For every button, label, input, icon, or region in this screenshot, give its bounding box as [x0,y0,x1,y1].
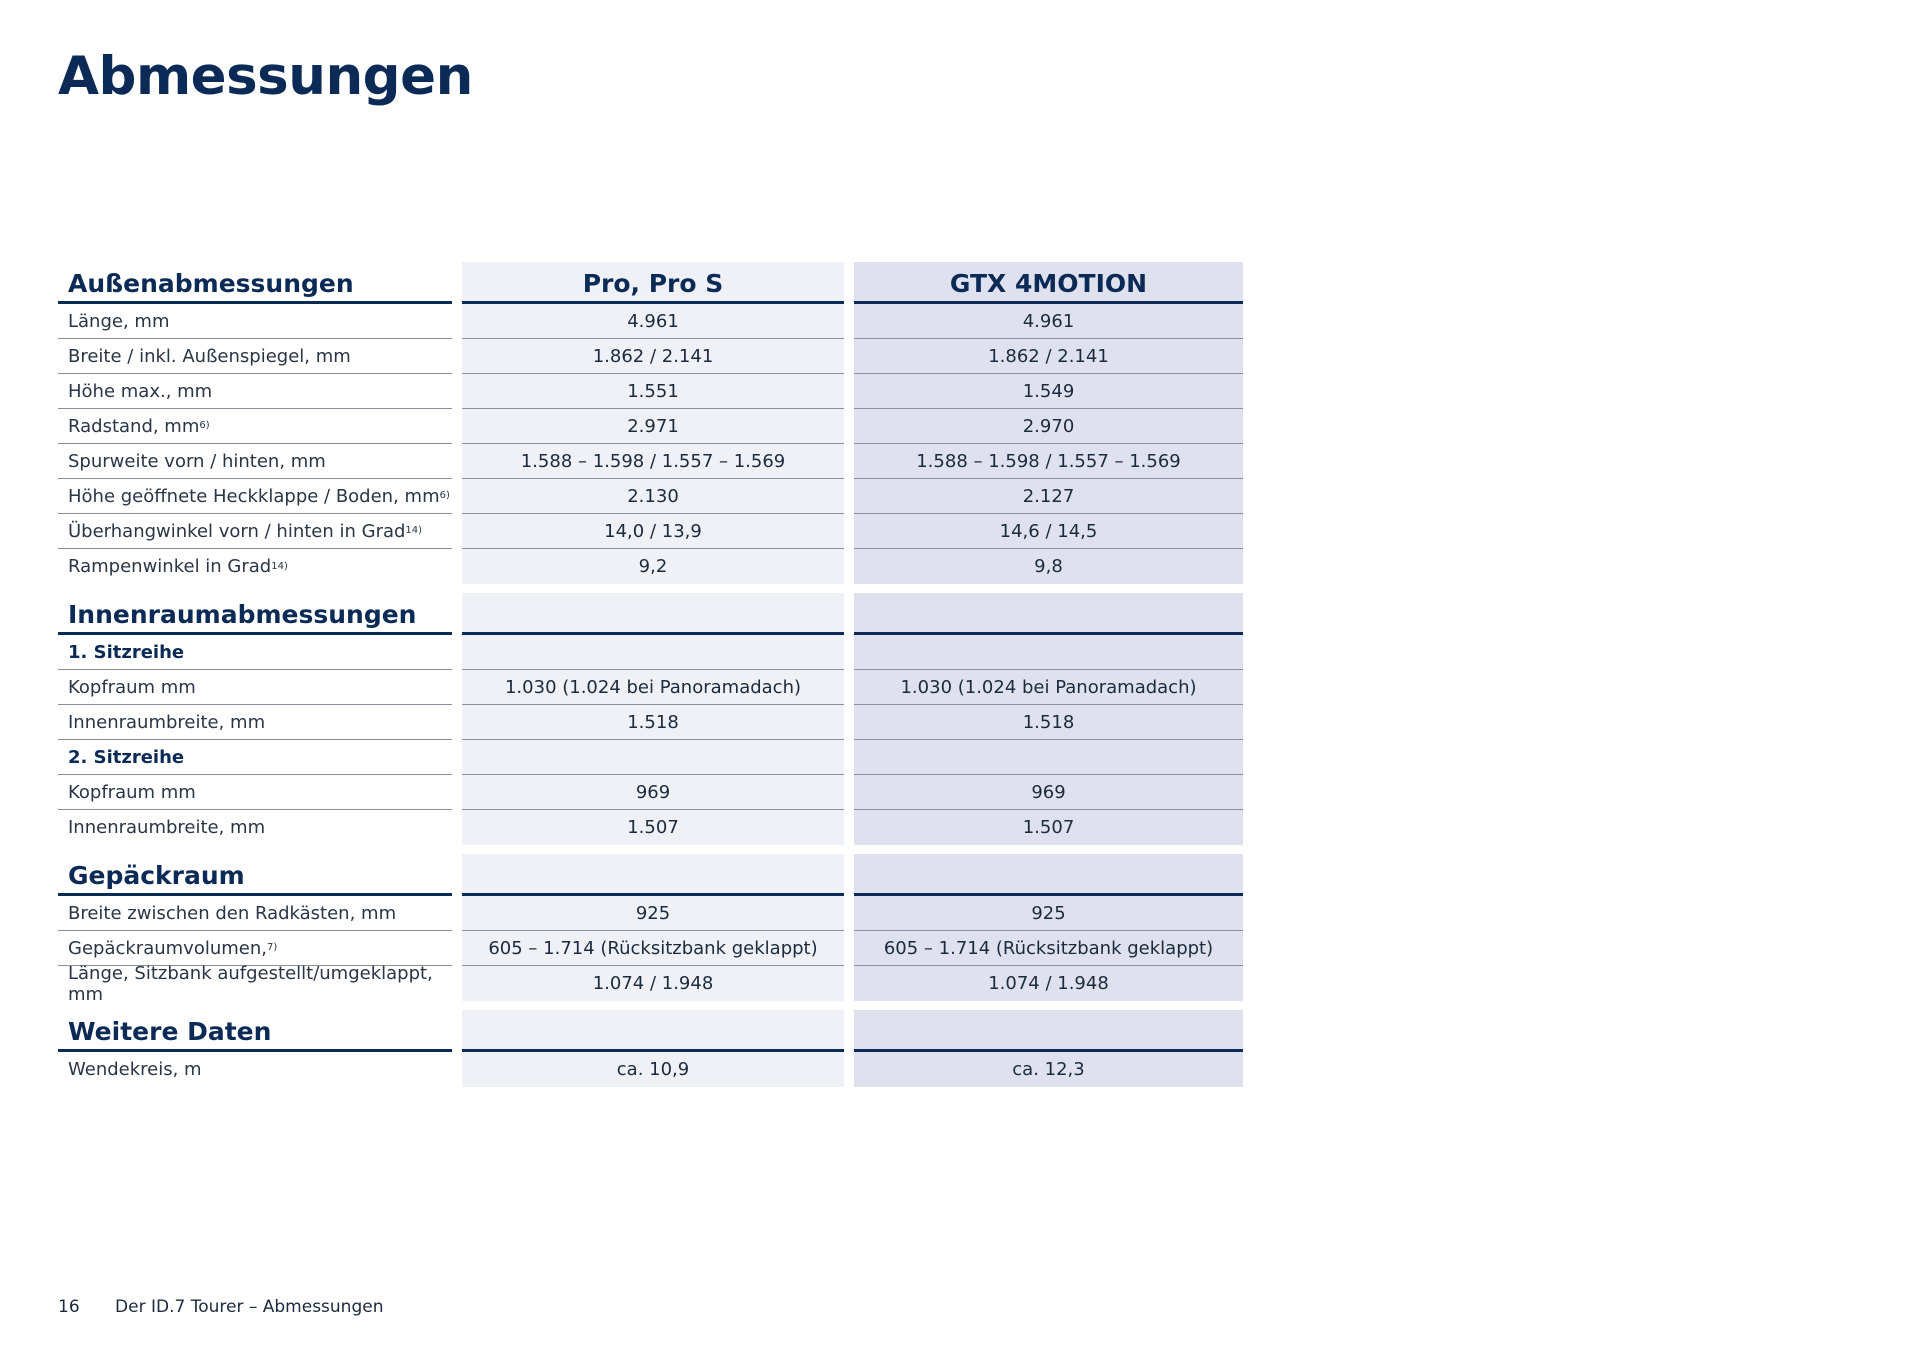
table-row [58,896,1243,931]
value-gtx: 1.507 [854,810,1243,845]
row-label-cell [58,444,452,479]
value-gtx: 2.127 [854,479,1243,514]
page-number: 16 [58,1297,80,1317]
section-title: Gepäckraum [58,854,452,896]
dimensions-table [58,262,1243,1087]
row-label-cell [58,705,452,740]
table-row [58,374,1243,409]
row-label: Kopfraum mm [68,781,196,803]
table-row [58,339,1243,374]
table-row [58,304,1243,339]
column-header-pro [462,854,844,896]
row-label: 2. Sitzreihe [68,746,185,768]
row-label: Höhe max., mm [68,380,213,402]
value-pro: 1.518 [462,705,844,740]
row-label-cell [58,896,452,931]
row-label-cell [58,339,452,374]
value-pro: 969 [462,775,844,810]
row-label: Innenraumbreite, mm [68,817,266,838]
value-gtx [854,635,1243,670]
section-title: Weitere Daten [58,1010,452,1052]
value-gtx: 1.862 / 2.141 [854,339,1243,374]
value-gtx: 1.518 [854,705,1243,740]
row-label: Kopfraum mm [68,676,196,698]
table-row [58,479,1243,514]
row-label: Länge, mm [68,310,170,332]
column-header-gtx: GTX 4MOTION [854,262,1243,304]
value-gtx: ca. 12,3 [854,1052,1243,1087]
value-pro [462,740,844,775]
row-label-cell: Gepäckraumvolumen, 7) [58,931,452,966]
row-label-cell: Rampenwinkel in Grad 14) [68,556,288,577]
row-label: Wendekreis, m [68,1059,202,1080]
table-row [58,705,1243,740]
section-gap [58,584,1243,593]
section-header-row [58,1010,1243,1052]
row-label: Höhe geöffnete Heckklappe / Boden, mm [68,485,440,507]
row-label-cell [58,635,452,670]
value-gtx [854,740,1243,775]
page-footer [58,1297,384,1317]
value-pro: 1.862 / 2.141 [462,339,844,374]
value-pro: 605 – 1.714 (Rücksitzbank geklappt) [462,931,844,966]
column-header-gtx [854,593,1243,635]
table-row [58,549,1243,584]
row-label: Innenraumbreite, mm [68,711,266,733]
row-label-cell [58,740,452,775]
value-pro: 1.588 – 1.598 / 1.557 – 1.569 [462,444,844,479]
value-pro: 4.961 [462,304,844,339]
value-pro: 1.551 [462,374,844,409]
row-label-cell [58,962,452,1005]
value-gtx: 1.588 – 1.598 / 1.557 – 1.569 [854,444,1243,479]
value-pro: ca. 10,9 [462,1052,844,1087]
row-label: Breite / inkl. Außenspiegel, mm [68,345,351,367]
value-pro [462,635,844,670]
row-label-cell: Überhangwinkel vorn / hinten in Grad 14) [58,514,452,549]
row-label: Gepäckraumvolumen, [68,937,267,959]
value-pro: 1.074 / 1.948 [462,966,844,1001]
value-gtx: 1.030 (1.024 bei Panoramadach) [854,670,1243,705]
table-row [58,931,1243,966]
table-row [58,775,1243,810]
section-gap [58,845,1243,854]
row-label-cell [58,810,452,845]
row-label-cell [58,374,452,409]
value-pro: 9,2 [462,549,844,584]
table-row [58,810,1243,845]
row-label-cell [58,775,452,810]
value-pro: 925 [462,896,844,931]
row-label-cell [58,1052,452,1087]
row-label: 1. Sitzreihe [68,641,185,663]
value-gtx: 1.074 / 1.948 [854,966,1243,1001]
page-title: Abmessungen [58,46,473,107]
footer-text: Der ID.7 Tourer – Abmessungen [115,1297,384,1317]
value-gtx: 2.970 [854,409,1243,444]
row-label-cell: Höhe geöffnete Heckklappe / Boden, mm 6) [58,479,452,514]
section-header-row [58,854,1243,896]
row-label: Spurweite vorn / hinten, mm [68,450,326,472]
value-pro: 2.971 [462,409,844,444]
table-row [58,409,1243,444]
value-pro: 2.130 [462,479,844,514]
value-gtx: 605 – 1.714 (Rücksitzbank geklappt) [854,931,1243,966]
value-gtx: 969 [854,775,1243,810]
column-header-gtx [854,854,1243,896]
value-gtx: 9,8 [854,549,1243,584]
row-label-cell [58,670,452,705]
table-row [58,962,1243,1005]
section-header-row [58,262,1243,304]
value-gtx: 925 [854,896,1243,931]
value-pro: 1.030 (1.024 bei Panoramadach) [462,670,844,705]
value-pro: 14,0 / 13,9 [462,514,844,549]
column-header-gtx [854,1010,1243,1052]
row-label-cell [58,304,452,339]
section-title: Außenabmessungen [58,262,452,304]
value-gtx: 1.549 [854,374,1243,409]
row-label: Rampenwinkel in Grad [68,556,272,577]
row-label: Radstand, mm [68,415,200,437]
table-row [58,514,1243,549]
column-header-pro [462,593,844,635]
column-header-pro [462,1010,844,1052]
table-subheader-row [58,635,1243,670]
row-label-cell: Radstand, mm 6) [58,409,452,444]
row-label: Überhangwinkel vorn / hinten in Grad [68,520,406,542]
row-label: Länge, Sitzbank aufgestellt/umgeklappt, mm [68,962,433,1005]
section-title: Innenraumabmessungen [58,593,452,635]
table-subheader-row [58,740,1243,775]
table-row [58,1052,1243,1087]
column-header-pro: Pro, Pro S [462,262,844,304]
value-gtx: 14,6 / 14,5 [854,514,1243,549]
section-header-row [58,593,1243,635]
value-pro: 1.507 [462,810,844,845]
table-row [58,444,1243,479]
row-label: Breite zwischen den Radkästen, mm [68,902,397,924]
table-row [58,670,1243,705]
value-gtx: 4.961 [854,304,1243,339]
